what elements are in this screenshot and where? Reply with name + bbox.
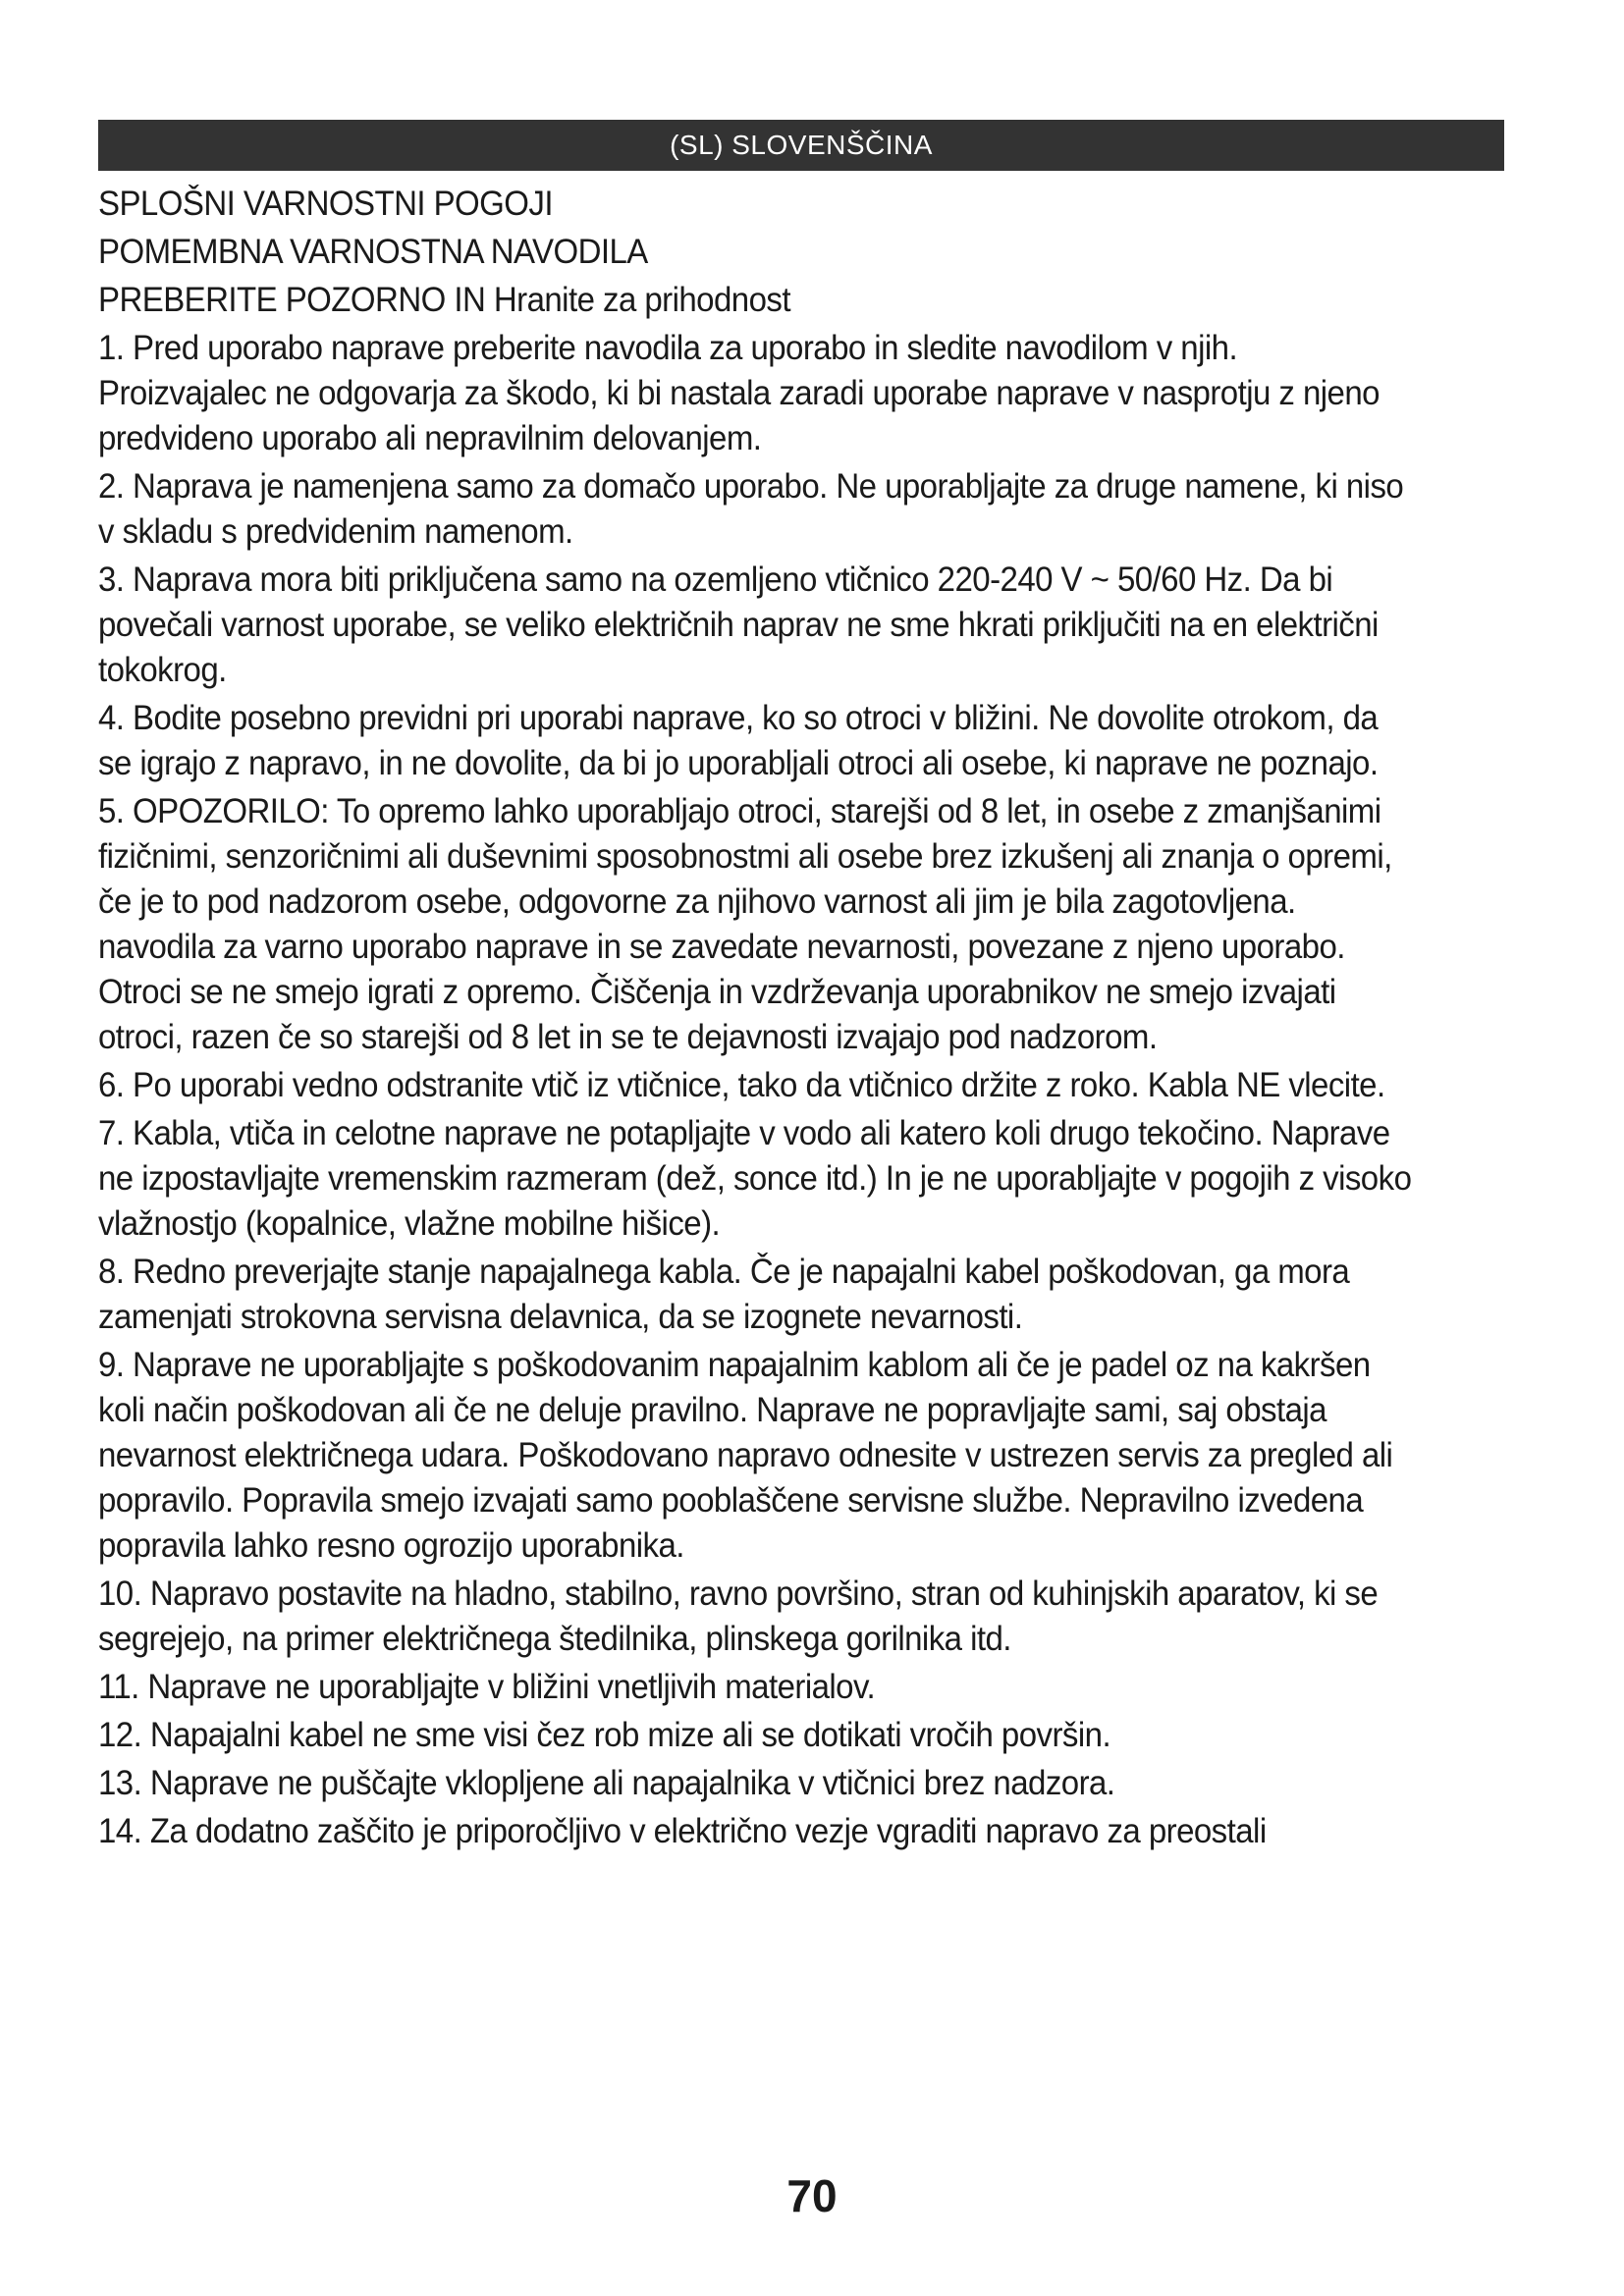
- instruction-item-8: 8. Redno preverjajte stanje napajalnega kabla. Če je napajalni kabel poškodovan, ga mora zamenjati strokovna servisna delavnica, da se izognete nevarnosti.: [98, 1252, 1350, 1336]
- instruction-item-7: 7. Kabla, vtiča in celotne naprave ne potapljajte v vodo ali katero koli drugo tekočino. Naprave ne izpostavljajte vremenskim razmeram (dež, sonce itd.) In je ne uporabljajte v pogojih z visoko vlažnostjo (kopalnice, vlažne mobilne hišice).: [98, 1113, 1412, 1243]
- instruction-item-13: 13. Naprave ne puščajte vklopljene ali napajalnika v vtičnici brez nadzora.: [98, 1763, 1115, 1802]
- section-subtitle: POMEMBNA VARNOSTNA NAVODILA: [98, 232, 648, 271]
- instruction-item-6: 6. Po uporabi vedno odstranite vtič iz vtičnice, tako da vtičnico držite z roko. Kabla NE vlecite.: [98, 1065, 1385, 1104]
- instruction-item-9: 9. Naprave ne uporabljajte s poškodovanim napajalnim kablom ali če je padel oz na kakršen koli način poškodovan ali če ne deluje pravilno. Naprave ne popravljajte sami, saj obstaja nevarnost električnega udara. Poškodovano napravo odnesite v ustrezen servis za pregled ali popravilo. Popravila smejo izvajati samo pooblaščene servisne službe. Nepravilno izvedena popravila lahko resno ogrozijo uporabnika.: [98, 1345, 1393, 1565]
- safety-instructions: [98, 181, 1413, 1856]
- instruction-item-11: 11. Naprave ne uporabljajte v bližini vnetljivih materialov.: [98, 1667, 876, 1706]
- instruction-item-10: 10. Napravo postavite na hladno, stabilno, ravno površino, stran od kuhinjskih aparatov, ki se segrejejo, na primer električnega štedilnika, plinskega gorilnika itd.: [98, 1574, 1379, 1658]
- instruction-item-3: 3. Naprava mora biti priključena samo na ozemljeno vtičnico 220-240 V ~ 50/60 Hz. Da bi povečali varnost uporabe, se veliko električnih naprav ne sme hkrati priključiti na en električni tokokrog.: [98, 560, 1379, 689]
- instruction-item-4: 4. Bodite posebno previdni pri uporabi naprave, ko so otroci v bližini. Ne dovolite otrokom, da se igrajo z napravo, in ne dovolite, da bi jo uporabljali otroci ali osebe, ki naprave ne poznajo.: [98, 698, 1379, 782]
- instruction-item-5: 5. OPOZORILO: To opremo lahko uporabljajo otroci, starejši od 8 let, in osebe z zmanjšanimi fizičnimi, senzoričnimi ali duševnimi sposobnostmi ali osebe brez izkušenj ali znanja o opremi, če je to pod nadzorom osebe, odgovorne za njihovo varnost ali jim je bila zagotovljena. navodila za varno uporabo naprave in se zavedate nevarnosti, povezane z njeno uporabo. Otroci se ne smejo igrati z opremo. Čiščenja in vzdrževanja uporabnikov ne smejo izvajati otroci, razen če so starejši od 8 let in se te dejavnosti izvajajo pod nadzorom.: [98, 791, 1392, 1056]
- instruction-item-1: 1. Pred uporabo naprave preberite navodila za uporabo in sledite navodilom v njih. Proizvajalec ne odgovarja za škodo, ki bi nastala zaradi uporabe naprave v nasprotju z njeno predvideno uporabo ali nepravilnim delovanjem.: [98, 328, 1380, 457]
- language-header-bar: [98, 120, 1504, 171]
- section-title: SPLOŠNI VARNOSTNI POGOJI: [98, 184, 553, 223]
- instruction-item-12: 12. Napajalni kabel ne sme visi čez rob mize ali se dotikati vročih površin.: [98, 1715, 1111, 1754]
- page-number: 70: [786, 2170, 838, 2221]
- read-carefully-note: PREBERITE POZORNO IN Hranite za prihodnost: [98, 280, 790, 319]
- instruction-item-2: 2. Naprava je namenjena samo za domačo uporabo. Ne uporabljajte za druge namene, ki niso v skladu s predvidenim namenom.: [98, 466, 1404, 551]
- instruction-item-14: 14. Za dodatno zaščito je priporočljivo v električno vezje vgraditi napravo za preostali: [98, 1811, 1267, 1850]
- language-label: (SL) SLOVENŠČINA: [670, 130, 933, 160]
